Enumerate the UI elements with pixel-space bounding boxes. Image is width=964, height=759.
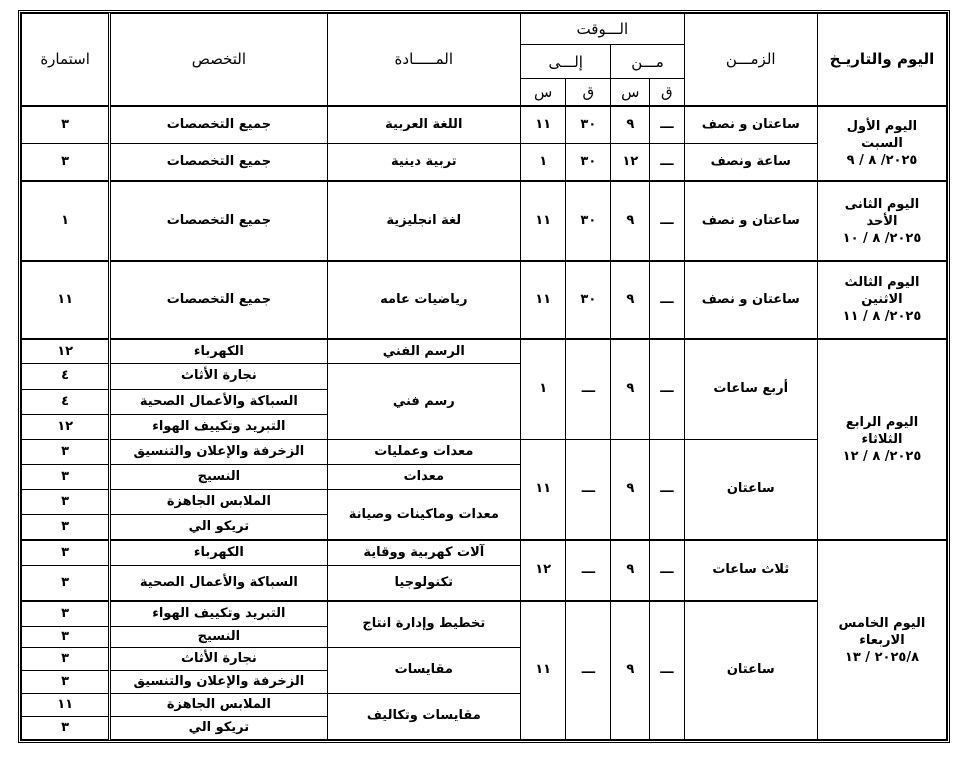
from-minute-cell: ـــ <box>650 181 684 261</box>
form-cell: ٣ <box>22 670 110 693</box>
from-hour-cell: ٩ <box>611 339 650 440</box>
specialization-cell: جميع التخصصات <box>110 181 327 261</box>
specialization-cell: النسيج <box>110 626 327 647</box>
to-minute-cell: ـــ <box>566 339 611 440</box>
from-hour-cell: ٩ <box>611 439 650 540</box>
weekday: الاربعاء <box>859 632 905 648</box>
specialization-cell: جميع التخصصات <box>110 144 327 182</box>
exam-schedule-sheet <box>18 10 950 743</box>
from-minute-cell: ـــ <box>650 144 684 182</box>
header-duration: الزمـــن <box>684 14 817 106</box>
to-hour-cell: ١١ <box>521 181 566 261</box>
weekday: الاثنين <box>861 292 903 308</box>
to-hour-cell: ١ <box>521 339 566 440</box>
header-time: الـــوقت <box>521 14 684 45</box>
duration-cell: ساعتان <box>684 439 817 540</box>
subject-cell: الرسم الفني <box>327 339 521 364</box>
duration-cell: ساعتان <box>684 601 817 740</box>
to-hour-cell: ١١ <box>521 601 566 740</box>
subject-cell: معدات وعمليات <box>327 439 521 464</box>
subject-cell: تكنولوجيا <box>327 565 521 601</box>
from-hour-cell: ١٢ <box>611 144 650 182</box>
specialization-cell: الملابس الجاهزة <box>110 490 327 515</box>
header-from-minute: ق <box>650 79 684 106</box>
to-minute-cell: ـــ <box>566 439 611 540</box>
form-cell: ١٢ <box>22 414 110 439</box>
weekday: الأحد <box>866 213 898 229</box>
day-5-cell <box>817 540 946 739</box>
date: ٢٠٢٥/ ٨ / ١٢ <box>842 448 922 464</box>
specialization-cell: النسيج <box>110 465 327 490</box>
form-cell: ٣ <box>22 540 110 565</box>
table-row <box>22 181 947 261</box>
day-name: اليوم الثالث <box>844 275 920 291</box>
subject-cell: تربية دينية <box>327 144 521 182</box>
exam-schedule-table <box>21 13 947 740</box>
to-hour-cell: ١١ <box>521 261 566 339</box>
specialization-cell: تريكو الي <box>110 515 327 540</box>
specialization-cell: التبريد وتكييف الهواء <box>110 414 327 439</box>
form-cell: ٣ <box>22 716 110 739</box>
subject-cell: معدات <box>327 465 521 490</box>
form-cell: ٣ <box>22 601 110 626</box>
header-to-minute: ق <box>566 79 611 106</box>
to-minute-cell: ـــ <box>566 540 611 601</box>
specialization-cell: الكهرباء <box>110 540 327 565</box>
subject-cell: لغة انجليزية <box>327 181 521 261</box>
form-cell: ٣ <box>22 106 110 144</box>
form-cell: ٤ <box>22 364 110 389</box>
from-hour-cell: ٩ <box>611 261 650 339</box>
weekday: السبت <box>861 136 903 152</box>
table-row <box>22 540 947 565</box>
table-row <box>22 144 947 182</box>
day-1-cell <box>817 106 946 182</box>
form-cell: ٣ <box>22 626 110 647</box>
subject-cell: رسم فني <box>327 364 521 440</box>
day-name: اليوم الخامس <box>838 615 926 631</box>
subject-cell: اللغة العربية <box>327 106 521 144</box>
to-minute-cell: ٣٠ <box>566 181 611 261</box>
to-hour-cell: ١١ <box>521 106 566 144</box>
form-cell: ٣ <box>22 465 110 490</box>
specialization-cell: تريكو الي <box>110 716 327 739</box>
header-from: مـــن <box>611 45 684 79</box>
header-to: إلـــى <box>521 45 611 79</box>
to-minute-cell: ـــ <box>566 601 611 740</box>
table-row <box>22 261 947 339</box>
from-minute-cell: ـــ <box>650 339 684 440</box>
table-row <box>22 439 947 464</box>
subject-cell: رياضيات عامه <box>327 261 521 339</box>
form-cell: ٣ <box>22 515 110 540</box>
specialization-cell: التبريد وتكييف الهواء <box>110 601 327 626</box>
form-cell: ١٢ <box>22 339 110 364</box>
from-minute-cell: ـــ <box>650 540 684 601</box>
specialization-cell: السباكة والأعمال الصحية <box>110 389 327 414</box>
specialization-cell: الزخرفة والإعلان والتنسيق <box>110 670 327 693</box>
from-hour-cell: ٩ <box>611 601 650 740</box>
table-row <box>22 106 947 144</box>
form-cell: ١ <box>22 181 110 261</box>
duration-cell: ساعتان و نصف <box>684 106 817 144</box>
specialization-cell: نجارة الأثاث <box>110 364 327 389</box>
date: ٢٠٢٥/ ٨ / ١٠ <box>842 230 922 246</box>
duration-cell: ساعتان و نصف <box>684 261 817 339</box>
from-minute-cell: ـــ <box>650 601 684 740</box>
header-specialization: التخصص <box>110 14 327 106</box>
day-name: اليوم الثانى <box>844 196 920 212</box>
subject-cell: مقايسات <box>327 647 521 693</box>
header-form: استمارة <box>22 14 110 106</box>
specialization-cell: السباكة والأعمال الصحية <box>110 565 327 601</box>
to-minute-cell: ٣٠ <box>566 144 611 182</box>
specialization-cell: جميع التخصصات <box>110 261 327 339</box>
duration-cell: ثلاث ساعات <box>684 540 817 601</box>
subject-cell: معدات وماكينات وصيانة <box>327 490 521 540</box>
day-name: اليوم الأول <box>846 119 918 135</box>
from-minute-cell: ـــ <box>650 439 684 540</box>
subject-cell: آلات كهربية ووقاية <box>327 540 521 565</box>
from-minute-cell: ـــ <box>650 261 684 339</box>
specialization-cell: جميع التخصصات <box>110 106 327 144</box>
form-cell: ٤ <box>22 389 110 414</box>
form-cell: ٣ <box>22 490 110 515</box>
day-name: اليوم الرابع <box>845 414 919 430</box>
form-cell: ١١ <box>22 261 110 339</box>
specialization-cell: نجارة الأثاث <box>110 647 327 670</box>
day-4-cell <box>817 339 946 540</box>
subject-cell: مقايسات وتكاليف <box>327 693 521 739</box>
header-from-hour: س <box>611 79 650 106</box>
duration-cell: أربع ساعات <box>684 339 817 440</box>
header-subject: المـــــادة <box>327 14 521 106</box>
to-minute-cell: ٣٠ <box>566 261 611 339</box>
duration-cell: ساعة ونصف <box>684 144 817 182</box>
header-to-hour: س <box>521 79 566 106</box>
to-hour-cell: ١ <box>521 144 566 182</box>
to-hour-cell: ١١ <box>521 439 566 540</box>
form-cell: ٣ <box>22 439 110 464</box>
from-minute-cell: ـــ <box>650 106 684 144</box>
date: ٢٠٢٥/٨ / ١٣ <box>844 649 920 665</box>
specialization-cell: الكهرباء <box>110 339 327 364</box>
from-hour-cell: ٩ <box>611 540 650 601</box>
day-2-cell <box>817 181 946 261</box>
subject-cell: تخطيط وإدارة انتاج <box>327 601 521 647</box>
from-hour-cell: ٩ <box>611 106 650 144</box>
from-hour-cell: ٩ <box>611 181 650 261</box>
date: ٢٠٢٥/ ٨ / ١١ <box>842 309 922 325</box>
date: ٢٠٢٥/ ٨ / ٩ <box>846 153 918 169</box>
specialization-cell: الملابس الجاهزة <box>110 693 327 716</box>
form-cell: ٣ <box>22 647 110 670</box>
to-minute-cell: ٣٠ <box>566 106 611 144</box>
table-row <box>22 339 947 364</box>
form-cell: ٣ <box>22 565 110 601</box>
form-cell: ١١ <box>22 693 110 716</box>
header-day-date: اليوم والتاريـخ <box>817 14 946 106</box>
to-hour-cell: ١٢ <box>521 540 566 601</box>
weekday: الثلاثاء <box>861 431 903 447</box>
table-row <box>22 601 947 626</box>
day-3-cell <box>817 261 946 339</box>
form-cell: ٣ <box>22 144 110 182</box>
duration-cell: ساعتان و نصف <box>684 181 817 261</box>
specialization-cell: الزخرفة والإعلان والتنسيق <box>110 439 327 464</box>
